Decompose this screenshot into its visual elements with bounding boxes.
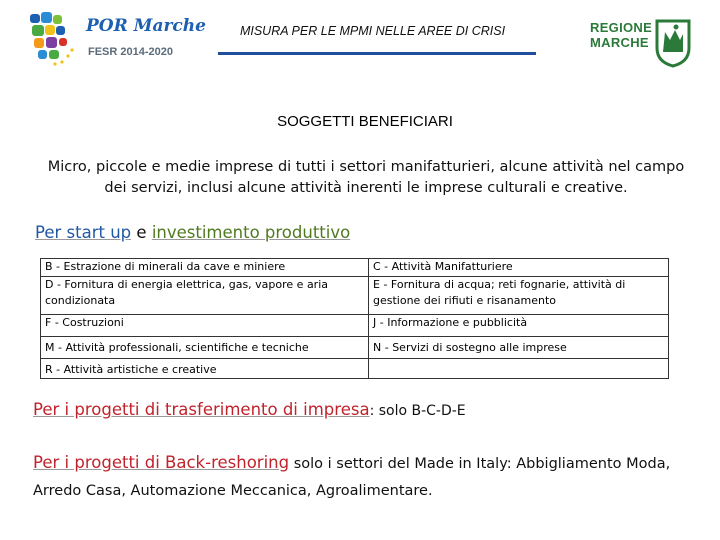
reshoring-text: solo i settori del Made in Italy: Abbigliamento Moda, Arredo Casa, Automazione Meccanica, Agroalimentare. bbox=[33, 456, 671, 499]
startup-heading bbox=[35, 223, 350, 242]
table-cell: R - Attività artistiche e creative bbox=[41, 359, 369, 379]
table-cell: F - Costruzioni bbox=[41, 315, 369, 337]
regione-marche-logo-text bbox=[590, 20, 652, 50]
table-row bbox=[41, 315, 669, 337]
table-row bbox=[41, 359, 669, 379]
por-marche-logo-name: POR Marche bbox=[86, 16, 206, 36]
por-marche-logo-subtitle: FESR 2014-2020 bbox=[88, 46, 173, 58]
table-cell: B - Estrazione di minerali da cave e miniere bbox=[41, 259, 369, 277]
table-row bbox=[41, 337, 669, 359]
transfer-text: : solo B-C-D-E bbox=[369, 403, 466, 419]
startup-heading-connector: e bbox=[136, 223, 147, 242]
table-cell: C - Attività Manifatturiere bbox=[369, 259, 669, 277]
transfer-heading: Per i progetti di trasferimento di impresa bbox=[33, 400, 370, 419]
regione-logo-line2: MARCHE bbox=[590, 35, 649, 50]
regione-marche-crest-icon bbox=[654, 18, 692, 68]
table-cell bbox=[369, 359, 669, 379]
table-row bbox=[41, 259, 669, 277]
por-marche-logo bbox=[28, 8, 206, 68]
startup-heading-part2: investimento produttivo bbox=[151, 223, 351, 242]
header-divider bbox=[218, 52, 536, 55]
regione-logo-line1: REGIONE bbox=[590, 20, 653, 35]
reshoring-heading: Per i progetti di Back-reshoring bbox=[33, 453, 290, 472]
sectors-table bbox=[40, 258, 669, 379]
header-title: MISURA PER LE MPMI NELLE AREE DI CRISI bbox=[239, 24, 506, 38]
table-row bbox=[41, 277, 669, 315]
table-cell: N - Servizi di sostegno alle imprese bbox=[369, 337, 669, 359]
transfer-line bbox=[33, 400, 466, 419]
section-title: SOGGETTI BENEFICIARI bbox=[277, 113, 453, 130]
regione-marche-logo bbox=[588, 18, 692, 70]
table-cell: D - Fornitura di energia elettrica, gas, vapore e aria condizionata bbox=[41, 277, 369, 315]
reshoring-line bbox=[33, 450, 693, 504]
table-cell: J - Informazione e pubblicità bbox=[369, 315, 669, 337]
table-cell: M - Attività professionali, scientifiche e tecniche bbox=[41, 337, 369, 359]
startup-heading-part1: Per start up bbox=[35, 223, 132, 242]
intro-paragraph: Micro, piccole e medie imprese di tutti i settori manifatturieri, alcune attività nel campo dei servizi, inclusi alcune attività inerenti le imprese culturali e creative. bbox=[47, 159, 685, 196]
table-cell: E - Fornitura di acqua; reti fognarie, attività di gestione dei rifiuti e risanamento bbox=[369, 277, 669, 315]
